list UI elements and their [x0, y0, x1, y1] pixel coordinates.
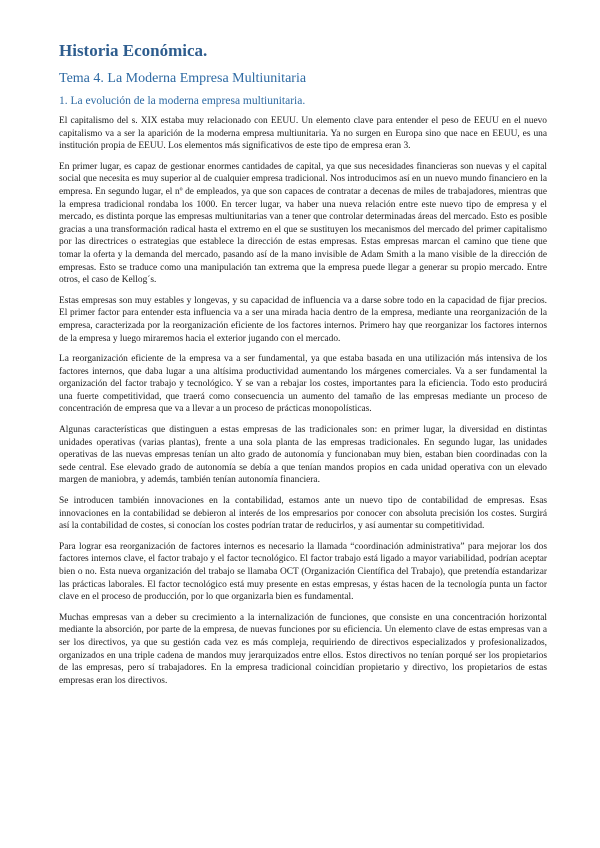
section-heading: 1. La evolución de la moderna empresa multiunitaria. [59, 95, 306, 107]
paragraph-6: Se introducen también innovaciones en la contabilidad, estamos ante un nuevo tipo de contabilidad de empresas. Esas innovaciones en la contabilidad se debieron al interés de los empresarios por conocer con absoluta precisión los costes. Surgirá así la contabilidad de costes, si conocían los costes podrían tratar de reducirlos, y así aumentar su competitividad. [59, 496, 547, 532]
paragraph-8: Muchas empresas van a deber su crecimiento a la internalización de funciones, que consiste en una concentración horizontal mediante la absorción, por parte de la empresa, de nuevas funciones por su eficiencia. Un elemento clave de estas empresas van a ser los directivos, ya que su gestión cada vez es más compleja, requiriendo de directivos especializados y profesionalizados, organizados en una triple cadena de mandos muy jerarquizados entre ellos. Estos directivos no tenían porqué ser los propietarios de las empresas, pero sí trabajadores. En la empresa tradicional coincidían propietario y directivo, los propietarios de estas empresas eran los directivos. [59, 612, 547, 686]
paragraph-3: Estas empresas son muy estables y longevas, y su capacidad de influencia va a darse sobre todo en la capacidad de fijar precios. El primer factor para entender esta influencia va a ser una mirada hacia dentro de la empresa, mediante una reorganización de la empresa, caracterizada por la reorganización eficiente de los factores internos. Primero hay que reorganizar los factores internos de la empresa y luego miraremos hacia el exterior jugando con el mercado. [59, 295, 547, 344]
paragraph-5: Algunas características que distinguen a estas empresas de las tradicionales son: en primer lugar, la diversidad en distintas unidades operativas (varias plantas), frente a una sola planta de las empresas tradicionales. En segundo lugar, las unidades operativas de las nuevas empresas tenían un alto grado de autonomía y funcionaban muy bien, estaban bien coordinadas con la sede central. Ese elevado grado de autonomía se debía a que tenían mandos propios en cada unidad operativa con un elevado margen de maniobra, y además, también tenían autonomía financiera. [59, 425, 547, 486]
paragraph-1: El capitalismo del s. XIX estaba muy relacionado con EEUU. Un elemento clave para entender el peso de EEUU en el nuevo capitalismo va a ser la aparición de la moderna empresa multiunitaria. Ya no surgen en Europa sino que nace en EEUU, es una institución propia de EEUU. Los elementos más significativos de este tipo de empresa eran 3. [59, 116, 547, 152]
paragraph-2: En primer lugar, es capaz de gestionar enormes cantidades de capital, ya que sus necesidades financieras son nuevas y el capital social que necesita es muy superior al de cualquier empresa tradicional. Nos introducimos así en un nuevo mundo financiero en la empresa. En segundo lugar, el nº de empleados, ya que son capaces de contratar a decenas de miles de trabajadores, mientras que la empresa tradicional rondaba los 1000. En tercer lugar, va haber una nueva relación entre este nuevo tipo de empresa y el mercado, es distinta porque las empresas multiunitarias van a tener que controlar determinadas áreas del mercado. Esto es posible gracias a una transformación radical hasta el extremo en el que se sustituyen los mecanismos del mercado del primer capitalismo por las directrices o estrategias que establece la dirección de estas empresas. Estas empresas marcan el camino que tiene que tomar la oferta y la demanda del mercado, pasando así de la mano invisible de Adam Smith a la mano visible de la dirección de empresas. Esto se traduce como una manipulación tan extrema que la empresa puede llegar a generar su propio mercado. Entre otros, el caso de Kellog´s. [59, 161, 547, 286]
document-title: Historia Económica. [59, 41, 208, 60]
paragraph-4: La reorganización eficiente de la empresa va a ser fundamental, ya que estaba basada en una utilización más intensiva de los factores internos, que daba lugar a una altísima productividad aumentando los márgenes comerciales. Va a ser fundamental la organización del factor trabajo y tecnológico. Y se van a rebajar los costes, importantes para la eficiencia. Todo esto producirá una fuerte competitividad, que traerá como consecuencia un aumento del tamaño de las empresas mediante un proceso de concentración de empresa que va a llevar a un proceso de prácticas monopolísticas. [59, 354, 547, 415]
chapter-heading: Tema 4. La Moderna Empresa Multiunitaria [59, 71, 307, 86]
paragraph-7: Para lograr esa reorganización de factores internos es necesario la llamada “coordinación administrativa” para mejorar los dos factores internos clave, el factor trabajo y el factor tecnológico. El factor trabajo está ligado a mayor variabilidad, podrían aceptar bien o no. Esta nueva organización del trabajo se llamaba OCT (Organización Científica del Trabajo), que pretendía estandarizar las prácticas laborales. El factor tecnológico está muy presente en estas empresas, y éstas hacen de la tecnología punta un factor clave en el proceso de producción, por lo que organizarla bien es fundamental. [59, 541, 547, 603]
